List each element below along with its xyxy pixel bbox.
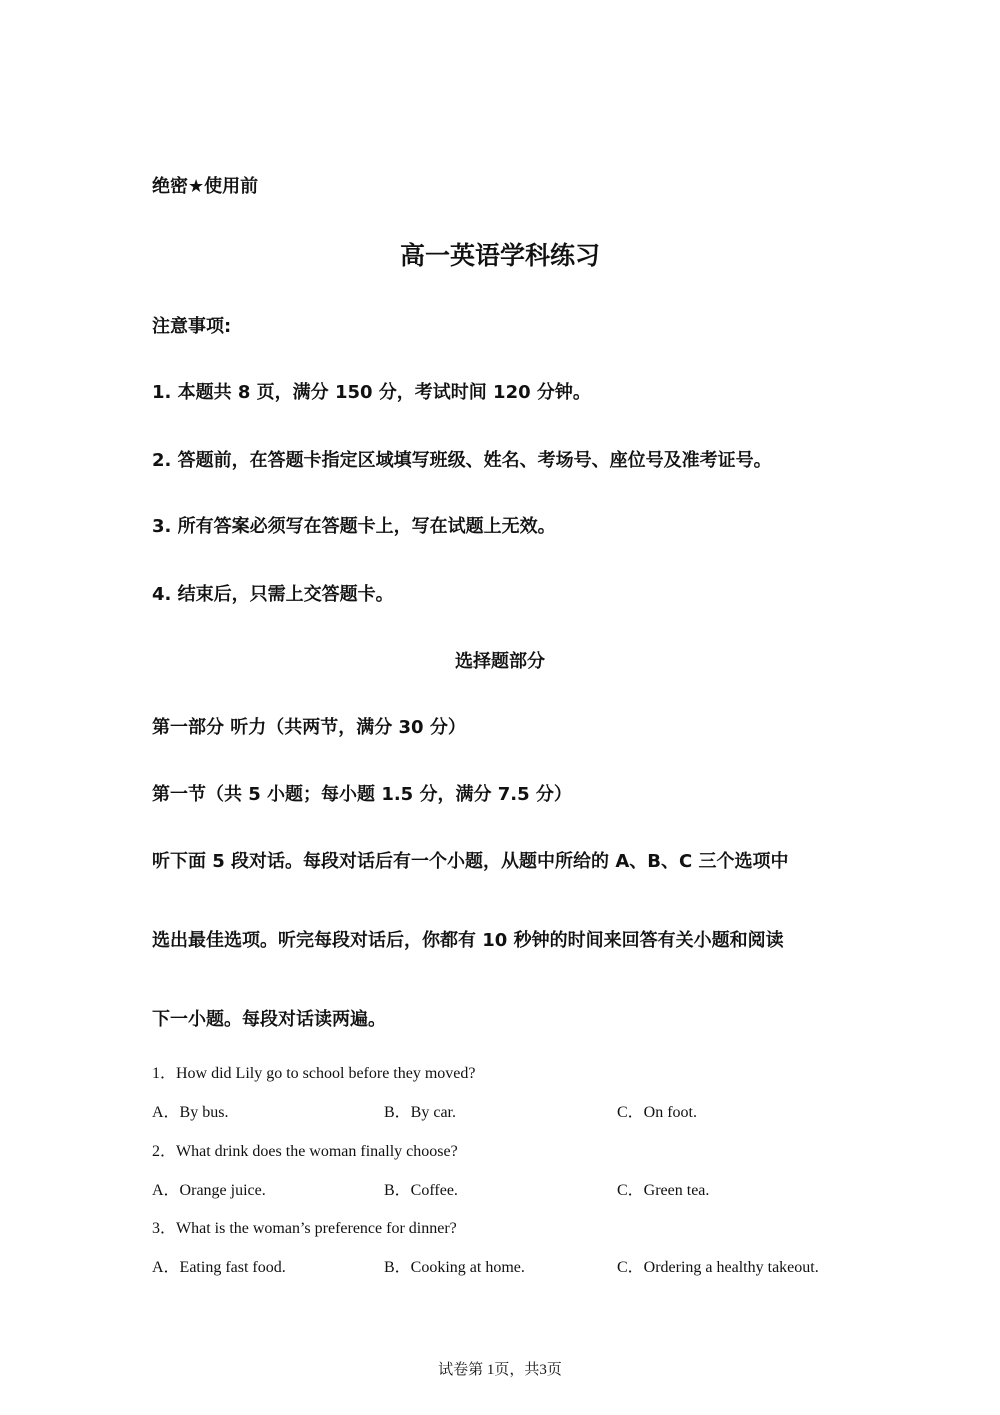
option-c: C．Green tea. — [617, 1182, 710, 1199]
part-title: 第一部分 听力（共两节，满分 30 分） — [152, 717, 466, 738]
option-a: A．Orange juice. — [152, 1182, 266, 1199]
instruction-line: 听下面 5 段对话。每段对话后有一个小题，从题中所给的 A、B、C 三个选项中 — [152, 851, 789, 872]
confidential-label: 绝密★使用前 — [152, 176, 259, 197]
option-b: B．Coffee. — [384, 1182, 458, 1199]
question-stem: 1．How did Lily go to school before they moved? — [152, 1065, 476, 1082]
option-b: B．Cooking at home. — [384, 1259, 525, 1276]
notice-item: 4. 结束后，只需上交答题卡。 — [152, 584, 394, 605]
question-stem: 2．What drink does the woman finally choose? — [152, 1143, 458, 1160]
option-b: B．By car. — [384, 1104, 456, 1121]
option-c: C．On foot. — [617, 1104, 698, 1121]
page-title: 高一英语学科练习 — [399, 241, 600, 270]
option-a: A．By bus. — [152, 1104, 229, 1121]
notice-item: 2. 答题前，在答题卡指定区域填写班级、姓名、考场号、座位号及准考证号。 — [152, 450, 772, 471]
section-heading: 选择题部分 — [455, 651, 545, 672]
page-footer: 试卷第 1页，共3页 — [438, 1362, 562, 1378]
notice-item: 3. 所有答案必须写在答题卡上，写在试题上无效。 — [152, 516, 556, 537]
notice-heading: 注意事项: — [152, 316, 232, 337]
option-c: C．Ordering a healthy takeout. — [617, 1259, 819, 1276]
notice-item: 1. 本题共 8 页，满分 150 分，考试时间 120 分钟。 — [152, 382, 591, 403]
instruction-line: 下一小题。每段对话读两遍。 — [152, 1009, 386, 1030]
question-stem: 3．What is the woman’s preference for dinner? — [152, 1220, 457, 1237]
subsection-title: 第一节（共 5 小题；每小题 1.5 分，满分 7.5 分） — [152, 784, 572, 805]
instruction-line: 选出最佳选项。听完每段对话后，你都有 10 秒钟的时间来回答有关小题和阅读 — [152, 930, 784, 951]
option-a: A．Eating fast food. — [152, 1259, 286, 1276]
